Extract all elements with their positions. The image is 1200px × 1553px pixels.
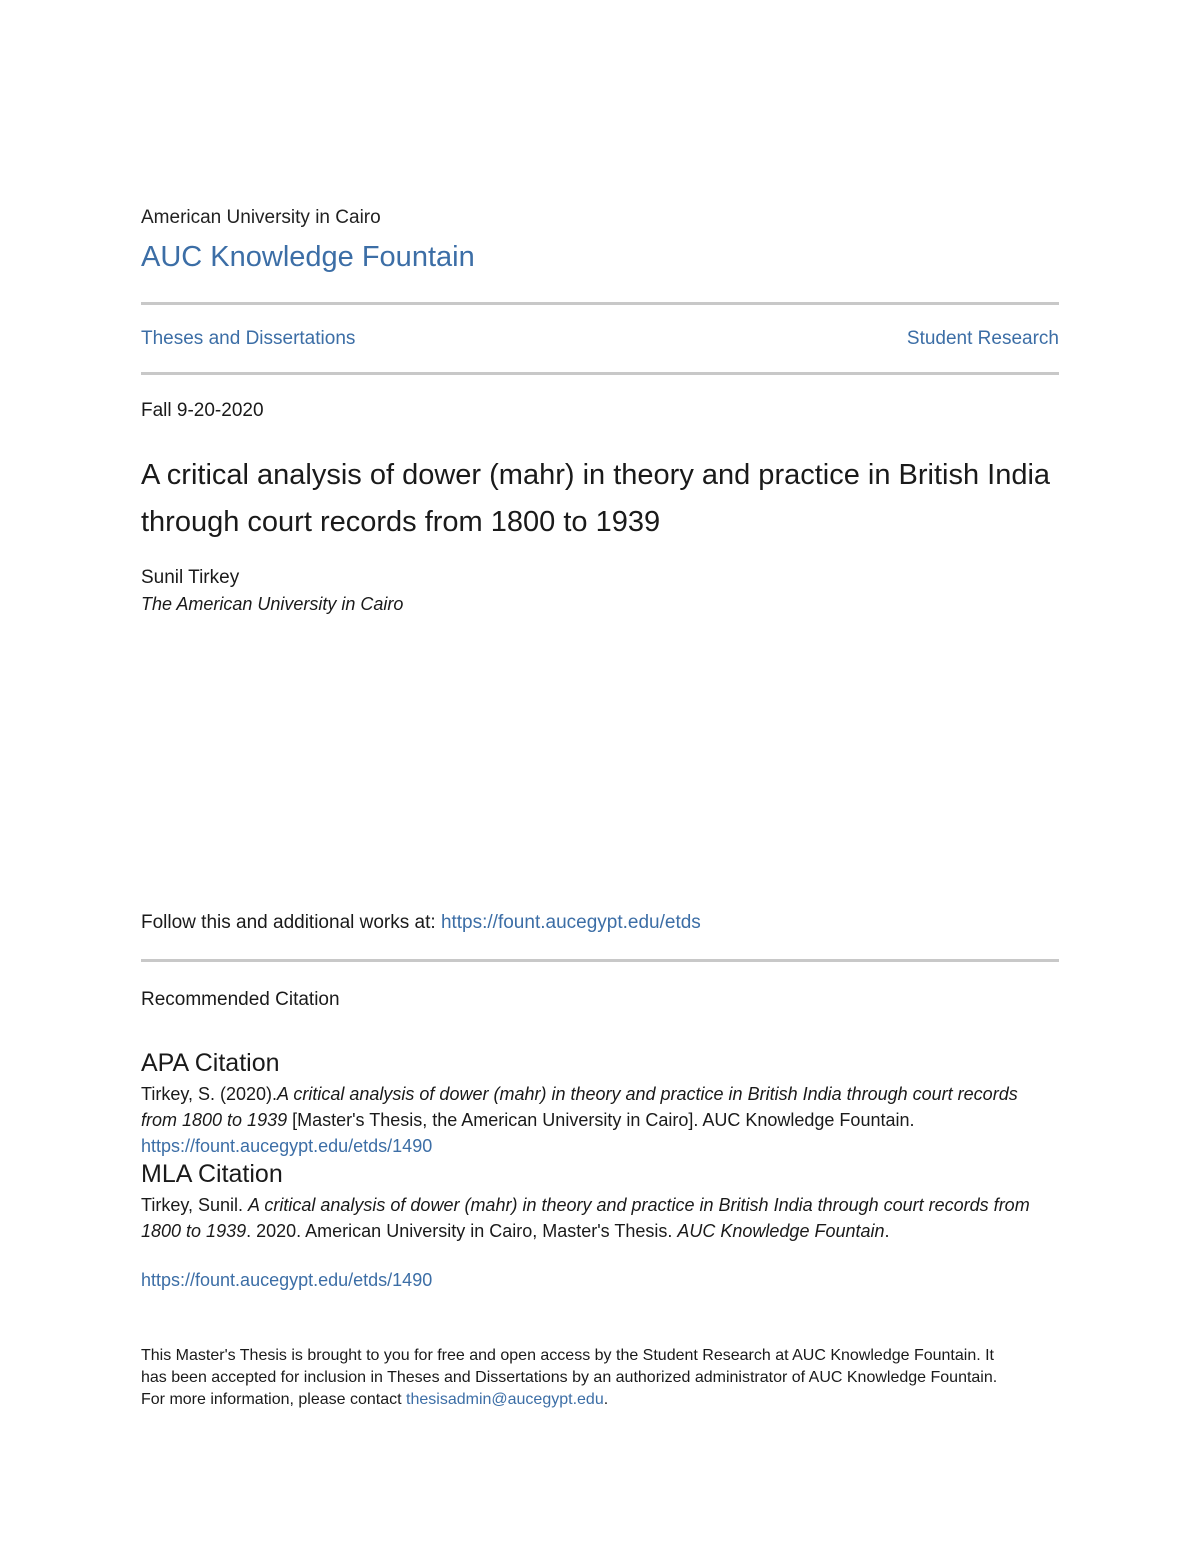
divider-citation (141, 959, 1059, 962)
mla-source: AUC Knowledge Fountain (677, 1221, 885, 1241)
contact-email-link[interactable]: thesisadmin@aucegypt.edu (406, 1391, 604, 1408)
mla-url-link[interactable]: https://fount.aucegypt.edu/etds/1490 (141, 1270, 433, 1290)
follow-url-link[interactable]: https://fount.aucegypt.edu/etds (440, 912, 701, 933)
cover-page (141, 0, 1059, 1553)
apa-citation-heading: APA Citation (141, 1049, 280, 1077)
follow-label: Follow this and additional works at: (141, 912, 441, 933)
divider-top (141, 302, 1059, 305)
mla-middle: . 2020. American University in Cairo, Master's Thesis. (246, 1221, 678, 1241)
mla-prefix: Tirkey, Sunil. (141, 1195, 249, 1215)
apa-citation-text (141, 1081, 1041, 1159)
apa-title: A critical analysis of dower (mahr) in theory and practice in British India through court records from 1800 to 1939 (141, 1084, 1018, 1130)
follow-line (141, 912, 701, 934)
access-statement (141, 1345, 1021, 1411)
apa-prefix: Tirkey, S. (2020). (141, 1084, 278, 1104)
collection-student-research-link[interactable]: Student Research (906, 328, 1059, 349)
access-statement-text: This Master's Thesis is brought to you for free and open access by the Student Research at AUC Knowledge Fountain. It has been accepted for inclusion in Theses and Dissertations by an authorized administrator of AUC Knowledge Fountain. For more information, please contact (141, 1347, 998, 1408)
author-name: Sunil Tirkey (141, 567, 240, 588)
mla-citation-text (141, 1192, 1041, 1244)
author-affiliation: The American University in Cairo (141, 594, 404, 614)
access-statement-end: . (603, 1391, 609, 1408)
publication-date: Fall 9-20-2020 (141, 400, 264, 421)
collection-theses-link[interactable]: Theses and Dissertations (141, 328, 356, 349)
mla-end: . (884, 1221, 890, 1241)
repository-link[interactable]: AUC Knowledge Fountain (141, 241, 475, 273)
apa-url-link[interactable]: https://fount.aucegypt.edu/etds/1490 (141, 1136, 433, 1156)
mla-title: A critical analysis of dower (mahr) in theory and practice in British India through court records from 1800 to 1939 (141, 1195, 1030, 1241)
mla-citation-heading: MLA Citation (141, 1160, 283, 1188)
institution-name: American University in Cairo (141, 207, 381, 228)
document-title: A critical analysis of dower (mahr) in theory and practice in British India through court records from 1800 to 1939 (141, 459, 1051, 538)
apa-suffix: [Master's Thesis, the American University in Cairo]. AUC Knowledge Fountain. (287, 1110, 915, 1130)
divider-collections (141, 372, 1059, 375)
recommended-citation-heading: Recommended Citation (141, 989, 340, 1010)
